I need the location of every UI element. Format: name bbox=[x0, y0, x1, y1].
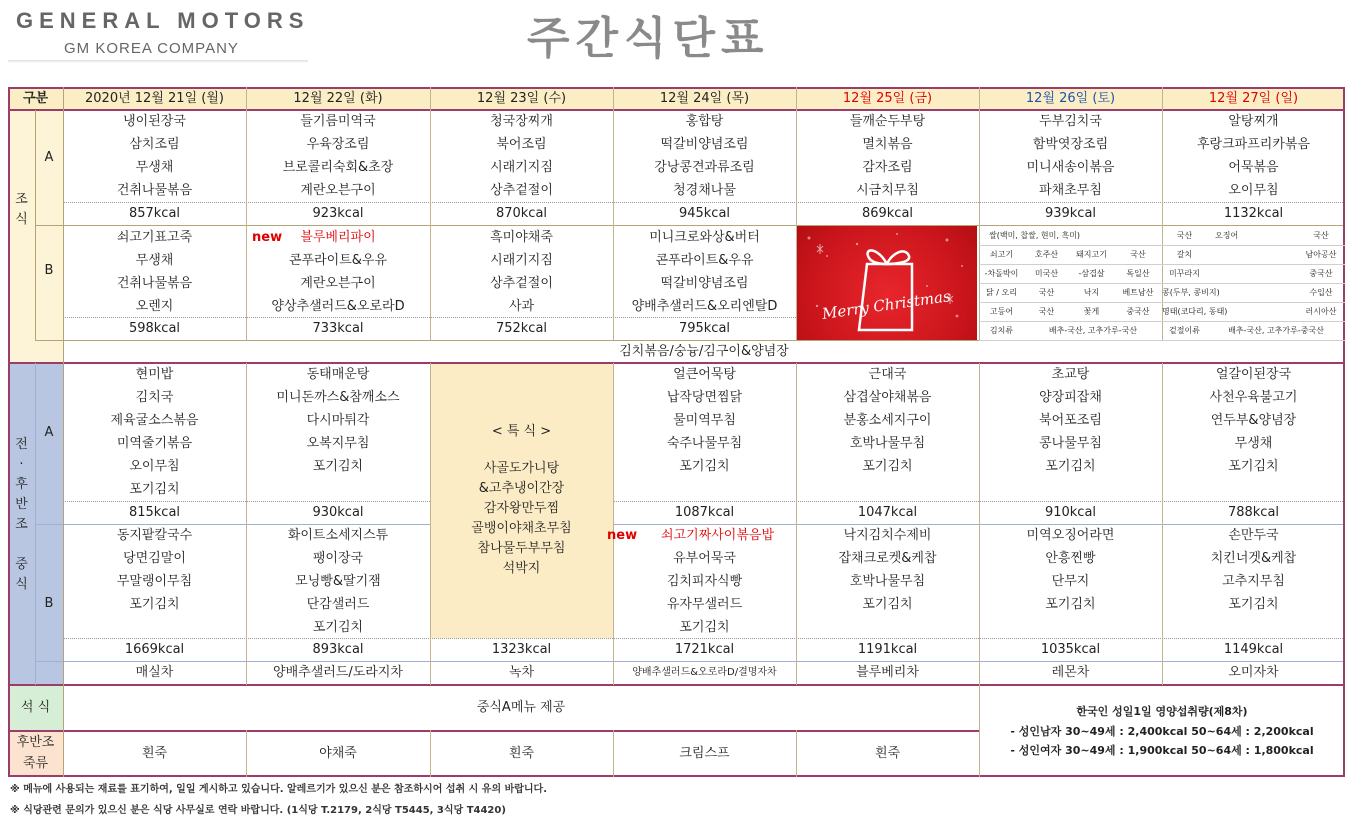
drink-6: 오미자차 bbox=[1228, 665, 1279, 680]
christmas-image bbox=[797, 226, 977, 340]
header-day-1: 12월 22일 (화) bbox=[293, 91, 383, 106]
lunch-b-day6-dish-1: 치킨너겟&케찹 bbox=[1210, 551, 1297, 566]
lunch-b-day4-dish-3: 포기김치 bbox=[862, 597, 913, 612]
lunch-b-day3-dish-4: 포기김치 bbox=[679, 620, 730, 635]
special-item-3: 골뱅이야채초무침 bbox=[471, 521, 572, 536]
lunch-a-day5-dish-2: 북어포조림 bbox=[1039, 413, 1102, 428]
breakfast-a-day2-dish-0: 청국장찌개 bbox=[490, 114, 553, 129]
header-day-5: 12월 26일 (토) bbox=[1025, 91, 1116, 106]
dinner-text: 중식A메뉴 제공 bbox=[476, 700, 566, 715]
drink-1: 양배추샐러드/도라지차 bbox=[273, 665, 403, 680]
lunch-a-day1-dish-3: 오복지무침 bbox=[306, 436, 370, 451]
lunch-a-day4-dish-3: 호박나물무침 bbox=[849, 436, 926, 451]
lunch-b-kcal-5: 1035kcal bbox=[1040, 642, 1101, 657]
lunch-a-day4-dish-4: 포기김치 bbox=[862, 459, 913, 474]
lunch-a-kcal-0: 815kcal bbox=[128, 505, 181, 520]
lunch-b-day3-dish-3: 유자무샐러드 bbox=[666, 597, 743, 612]
breakfast-b-label: B bbox=[44, 263, 54, 278]
lunch-a-day6-dish-0: 얼갈이된장국 bbox=[1215, 367, 1292, 382]
lunch-b-day5-dish-2: 단무지 bbox=[1051, 574, 1090, 589]
origin-left-1-1: 호주산 bbox=[1034, 250, 1059, 259]
lunch-b-day3-dish-2: 김치피자식빵 bbox=[666, 574, 743, 589]
breakfast-a-day4-dish-1: 멸치볶음 bbox=[862, 137, 913, 152]
lunch-label: 전 · 후 반 조 중 식 bbox=[15, 437, 28, 592]
porridge-label-1: 후반조 bbox=[16, 735, 55, 750]
origin-left-4-3: 중국산 bbox=[1126, 307, 1150, 316]
lunch-b-day5-dish-3: 포기김치 bbox=[1045, 597, 1096, 612]
special-item-0: 사골도가니탕 bbox=[483, 461, 560, 476]
special-item-1: &고추냉이간장 bbox=[478, 481, 565, 496]
drink-4: 블루베리차 bbox=[856, 665, 919, 680]
breakfast-a-day3-dish-1: 떡갈비양념조림 bbox=[660, 137, 749, 152]
breakfast-b-kcal-0: 598kcal bbox=[128, 321, 181, 336]
lunch-a-day4-dish-2: 분홍소세지구이 bbox=[843, 413, 932, 428]
origin-left-3-3: 베트남산 bbox=[1122, 288, 1154, 297]
origin-geotjeori-value: 배추-국산, 고추가루-중국산 bbox=[1228, 326, 1324, 335]
lunch-a-day6-dish-4: 포기김치 bbox=[1228, 459, 1279, 474]
new-badge-blueberry: new bbox=[252, 230, 283, 245]
lunch-a-day3-dish-4: 포기김치 bbox=[679, 459, 730, 474]
origin-right-0-1: 오징어 bbox=[1215, 231, 1239, 240]
breakfast-a-day6-dish-1: 후랑크파프리카볶음 bbox=[1196, 137, 1311, 152]
breakfast-a-day2-dish-1: 북어조림 bbox=[496, 137, 547, 152]
breakfast-b-day0-dish-2: 건취나물볶음 bbox=[116, 276, 193, 291]
breakfast-a-day4-dish-2: 감자조림 bbox=[862, 160, 913, 175]
origin-right-2-2: 중국산 bbox=[1309, 269, 1333, 278]
origin-left-2-1: 미국산 bbox=[1034, 269, 1059, 278]
origin-left-1-0: 쇠고기 bbox=[989, 250, 1014, 259]
origin-kimchi-label: 김치류 bbox=[989, 326, 1014, 335]
breakfast-b-day2-dish-0: 흑미야채죽 bbox=[490, 230, 553, 245]
origin-left-4-0: 고등어 bbox=[989, 307, 1014, 316]
drink-0: 매실차 bbox=[135, 665, 174, 680]
lunch-a-day0-dish-1: 김치국 bbox=[135, 390, 174, 405]
brand-subtitle: GM KOREA COMPANY bbox=[64, 40, 239, 57]
porridge-3: 크림스프 bbox=[679, 746, 730, 761]
breakfast-a-day2-dish-3: 상추겉절이 bbox=[490, 183, 553, 198]
breakfast-b-day0-dish-3: 오렌지 bbox=[135, 299, 174, 314]
breakfast-a-kcal-1: 923kcal bbox=[312, 206, 364, 221]
drink-2: 녹차 bbox=[508, 665, 535, 680]
breakfast-a-day4-dish-0: 들깨순두부탕 bbox=[849, 114, 926, 129]
header-day-6: 12월 27일 (일) bbox=[1208, 91, 1299, 106]
lunch-a-day3-dish-3: 숙주나물무침 bbox=[666, 436, 743, 451]
lunch-a-day6-dish-2: 연두부&양념장 bbox=[1210, 413, 1297, 428]
porridge-1: 야채죽 bbox=[319, 746, 357, 761]
lunch-a-day5-dish-4: 포기김치 bbox=[1045, 459, 1096, 474]
header-day-4: 12월 25일 (금) bbox=[842, 91, 933, 106]
lunch-a-day1-dish-1: 미니돈까스&참깨소스 bbox=[276, 390, 400, 405]
breakfast-a-day0-dish-2: 무생채 bbox=[135, 160, 174, 175]
lunch-a-day0-dish-4: 오이무침 bbox=[129, 459, 180, 474]
origin-right-3-2: 수입산 bbox=[1309, 288, 1333, 297]
breakfast-a-day1-dish-3: 계란오븐구이 bbox=[300, 183, 376, 198]
lunch-a-day4-dish-0: 근대국 bbox=[868, 367, 907, 382]
lunch-a-day3-dish-1: 납작당면찜닭 bbox=[666, 390, 743, 405]
breakfast-b-day0-dish-0: 쇠고기표고죽 bbox=[116, 230, 193, 245]
lunch-b-day4-dish-2: 호박나물무침 bbox=[849, 574, 926, 589]
breakfast-b-day2-dish-3: 사과 bbox=[508, 299, 535, 314]
lunch-b-kcal-3: 1721kcal bbox=[674, 642, 735, 657]
origin-right-1-0: 갈치 bbox=[1176, 250, 1193, 259]
nutrition-title: 한국인 성일1일 영양섭취량(제8차) bbox=[1076, 705, 1248, 718]
breakfast-a-day3-dish-3: 청경채나물 bbox=[673, 183, 736, 198]
porridge-label-2: 죽류 bbox=[22, 756, 49, 771]
lunch-b-day6-dish-3: 포기김치 bbox=[1228, 597, 1279, 612]
footnote-contact: ※ 식당관련 문의가 있으신 분은 식당 사무실로 연락 바랍니다. (1식당 T.2179, 2식당 T5445, 3식당 T4420) bbox=[10, 805, 506, 816]
origin-right-1-2: 남아공산 bbox=[1305, 250, 1337, 259]
breakfast-a-label: A bbox=[44, 150, 54, 165]
breakfast-a-kcal-4: 869kcal bbox=[861, 206, 914, 221]
breakfast-b-day3-dish-0: 미니크로와상&버터 bbox=[649, 230, 760, 245]
lunch-b-day1-dish-1: 팽이장국 bbox=[312, 551, 364, 566]
breakfast-label: 조 식 bbox=[15, 192, 28, 227]
lunch-a-kcal-5: 910kcal bbox=[1044, 505, 1097, 520]
breakfast-b-kcal-3: 795kcal bbox=[678, 321, 731, 336]
origin-left-3-2: 낙지 bbox=[1083, 288, 1100, 297]
lunch-a-day3-dish-2: 물미역무침 bbox=[673, 413, 736, 428]
origin-right-0-2: 국산 bbox=[1313, 231, 1329, 240]
breakfast-b-day3-dish-3: 양배추샐러드&오리엔탈D bbox=[631, 299, 778, 314]
lunch-b-day1-dish-0: 화이트소세지스튜 bbox=[287, 528, 389, 543]
breakfast-a-day6-dish-3: 오이무침 bbox=[1228, 183, 1279, 198]
lunch-a-kcal-1: 930kcal bbox=[312, 505, 364, 520]
origin-right-2-0: 미꾸라지 bbox=[1169, 269, 1200, 278]
footnote-allergy: ※ 메뉴에 사용되는 재료를 표기하여, 일일 게시하고 있습니다. 알레르기가 있으신 분은 참조하시어 섭취 시 유의 바랍니다. bbox=[10, 784, 548, 795]
breakfast-a-day0-dish-1: 삼치조림 bbox=[129, 137, 180, 152]
breakfast-b-day1-dish-2: 계란오븐구이 bbox=[300, 276, 376, 291]
breakfast-a-day0-dish-3: 건취나물볶음 bbox=[116, 183, 193, 198]
special-kcal: 1323kcal bbox=[491, 642, 552, 657]
breakfast-b-day1-dish-0: 블루베리파이 bbox=[300, 230, 376, 245]
lunch-a-day6-dish-1: 사천우육불고기 bbox=[1209, 390, 1298, 405]
porridge-2: 흰죽 bbox=[508, 746, 535, 761]
christmas-text: Merry Christmas bbox=[820, 287, 952, 323]
drink-5: 레몬차 bbox=[1051, 665, 1090, 680]
breakfast-b-day3-dish-1: 콘푸라이트&우유 bbox=[655, 253, 754, 268]
lunch-b-day0-dish-0: 동지팥칼국수 bbox=[116, 528, 193, 543]
origin-left-3-1: 국산 bbox=[1038, 288, 1055, 297]
special-title: < 특 식 > bbox=[491, 424, 552, 439]
breakfast-a-day0-dish-0: 냉이된장국 bbox=[123, 114, 186, 129]
lunch-b-day5-dish-1: 안흥찐빵 bbox=[1045, 551, 1096, 566]
breakfast-a-kcal-3: 945kcal bbox=[678, 206, 731, 221]
lunch-b-kcal-1: 893kcal bbox=[312, 642, 364, 657]
lunch-b-kcal-4: 1191kcal bbox=[857, 642, 918, 657]
breakfast-b-day0-dish-1: 무생채 bbox=[135, 253, 174, 268]
lunch-a-day0-dish-2: 제육굴소스볶음 bbox=[110, 413, 199, 428]
origin-right-4-0: 명태(코다리, 동태) bbox=[1162, 307, 1228, 316]
lunch-b-kcal-6: 1149kcal bbox=[1223, 642, 1284, 657]
lunch-a-day0-dish-3: 미역줄기볶음 bbox=[116, 436, 193, 451]
breakfast-b-day1-dish-3: 양상추샐러드&오로라D bbox=[271, 299, 405, 314]
breakfast-b-kcal-1: 733kcal bbox=[312, 321, 364, 336]
breakfast-a-day5-dish-1: 함박엿장조림 bbox=[1032, 137, 1109, 152]
porridge-4: 흰죽 bbox=[874, 746, 901, 761]
breakfast-a-day6-dish-0: 알탕찌개 bbox=[1228, 114, 1279, 129]
breakfast-a-day5-dish-3: 파채초무침 bbox=[1039, 183, 1102, 198]
header-day-2: 12월 23일 (수) bbox=[476, 91, 567, 106]
lunch-a-kcal-3: 1087kcal bbox=[674, 505, 735, 520]
nutrition-male: - 성인남자 30~49세 : 2,400kcal 50~64세 : 2,200kcal bbox=[1010, 725, 1314, 738]
breakfast-b-kcal-2: 752kcal bbox=[495, 321, 548, 336]
lunch-a-label: A bbox=[44, 425, 54, 440]
special-item-2: 감자왕만두찜 bbox=[483, 501, 560, 516]
breakfast-a-kcal-0: 857kcal bbox=[128, 206, 181, 221]
brand-divider bbox=[8, 60, 308, 63]
brand-name: GENERAL MOTORS bbox=[16, 8, 310, 33]
lunch-a-day5-dish-1: 양장피잡채 bbox=[1039, 390, 1102, 405]
lunch-a-day3-dish-0: 얼큰어묵탕 bbox=[673, 367, 736, 382]
breakfast-a-day6-dish-2: 어묵볶음 bbox=[1228, 160, 1279, 175]
lunch-b-day0-dish-3: 포기김치 bbox=[129, 597, 180, 612]
lunch-a-day0-dish-5: 포기김치 bbox=[129, 482, 180, 497]
dinner-label: 석 식 bbox=[20, 700, 51, 715]
lunch-a-day0-dish-0: 현미밥 bbox=[135, 367, 174, 382]
lunch-b-day3-dish-1: 유부어묵국 bbox=[673, 551, 736, 566]
breakfast-a-kcal-5: 939kcal bbox=[1044, 206, 1097, 221]
origin-rice: 쌀(백미, 찹쌀, 현미, 흑미) bbox=[989, 231, 1081, 240]
lunch-b-day6-dish-2: 고추지무침 bbox=[1222, 574, 1285, 589]
breakfast-a-day1-dish-1: 우육장조림 bbox=[306, 137, 370, 152]
origin-kimchi-value: 배추-국산, 고추가루-국산 bbox=[1048, 326, 1138, 335]
breakfast-a-day5-dish-2: 미니새송이볶음 bbox=[1026, 160, 1115, 175]
nutrition-female: - 성인여자 30~49세 : 1,900kcal 50~64세 : 1,800kcal bbox=[1010, 744, 1314, 757]
drink-3: 양배추샐러드&오로라D/결명자차 bbox=[632, 667, 777, 678]
origin-left-3-0: 닭 / 오리 bbox=[986, 288, 1017, 297]
lunch-a-day5-dish-0: 초교탕 bbox=[1051, 367, 1090, 382]
lunch-a-kcal-4: 1047kcal bbox=[857, 505, 918, 520]
origin-left-4-1: 국산 bbox=[1038, 307, 1055, 316]
new-badge-fried-rice: new bbox=[607, 528, 638, 543]
lunch-b-kcal-0: 1669kcal bbox=[124, 642, 185, 657]
origin-left-2-2: -삼겹살 bbox=[1078, 269, 1105, 278]
origin-right-3-0: 콩(두부, 콩비지) bbox=[1162, 288, 1220, 297]
lunch-b-label: B bbox=[44, 596, 54, 611]
breakfast-a-kcal-2: 870kcal bbox=[495, 206, 548, 221]
special-item-4: 참나물두부무침 bbox=[477, 541, 566, 556]
lunch-a-day5-dish-3: 콩나물무침 bbox=[1039, 436, 1102, 451]
lunch-a-day4-dish-1: 삼겹살야채볶음 bbox=[843, 390, 932, 405]
header-day-0: 2020년 12월 21일 (월) bbox=[85, 91, 224, 106]
lunch-b-day3-dish-0: 쇠고기짜사이볶음밥 bbox=[660, 528, 775, 543]
breakfast-a-kcal-6: 1132kcal bbox=[1223, 206, 1284, 221]
lunch-b-day5-dish-0: 미역오징어라면 bbox=[1026, 528, 1115, 543]
breakfast-b-day3-dish-2: 떡갈비양념조림 bbox=[660, 276, 749, 291]
breakfast-a-day2-dish-2: 시래기지짐 bbox=[490, 160, 553, 175]
lunch-b-day0-dish-1: 당면김말이 bbox=[123, 551, 186, 566]
origin-left-4-2: 꽃게 bbox=[1083, 307, 1100, 316]
lunch-a-day1-dish-4: 포기김치 bbox=[312, 459, 364, 474]
lunch-b-day4-dish-0: 낙지김치수제비 bbox=[843, 528, 932, 543]
breakfast-a-day3-dish-2: 강낭콩견과류조림 bbox=[654, 160, 755, 175]
breakfast-common: 김치볶음/숭늉/김구이&양념장 bbox=[619, 344, 789, 359]
breakfast-a-day1-dish-0: 들기름미역국 bbox=[300, 114, 376, 129]
special-item-5: 석박지 bbox=[502, 561, 541, 576]
breakfast-b-day2-dish-1: 시래기지짐 bbox=[490, 253, 553, 268]
origin-left-1-2: 돼지고기 bbox=[1076, 250, 1107, 259]
origin-left-2-3: 독일산 bbox=[1126, 269, 1150, 278]
lunch-b-day0-dish-2: 무말랭이무침 bbox=[116, 574, 193, 589]
breakfast-a-day3-dish-0: 홍합탕 bbox=[685, 114, 724, 129]
origin-left-2-0: -차돌박이 bbox=[984, 269, 1019, 278]
lunch-b-day1-dish-4: 포기김치 bbox=[312, 620, 364, 635]
lunch-b-day6-dish-0: 손만두국 bbox=[1228, 528, 1279, 543]
lunch-a-day6-dish-3: 무생채 bbox=[1234, 436, 1273, 451]
origin-right-4-2: 러시아산 bbox=[1305, 307, 1337, 316]
breakfast-b-day2-dish-2: 상추겉절이 bbox=[490, 276, 553, 291]
lunch-a-day1-dish-2: 다시마튀각 bbox=[306, 413, 370, 428]
header-day-3: 12월 24일 (목) bbox=[659, 91, 750, 106]
porridge-0: 흰죽 bbox=[141, 746, 168, 761]
breakfast-b-day1-dish-1: 콘푸라이트&우유 bbox=[288, 253, 388, 268]
origin-left-1-3: 국산 bbox=[1130, 250, 1146, 259]
lunch-a-day1-dish-0: 동태매운탕 bbox=[306, 367, 370, 382]
lunch-b-day1-dish-2: 모닝빵&딸기잼 bbox=[295, 574, 381, 589]
breakfast-a-day5-dish-0: 두부김치국 bbox=[1039, 114, 1102, 129]
lunch-b-day4-dish-1: 잡채크로켓&케찹 bbox=[838, 551, 937, 566]
lunch-a-kcal-6: 788kcal bbox=[1227, 505, 1280, 520]
origin-right-0-0: 국산 bbox=[1176, 231, 1193, 240]
breakfast-a-day1-dish-2: 브로콜리숙회&초장 bbox=[282, 160, 394, 175]
breakfast-a-day4-dish-3: 시금치무침 bbox=[856, 183, 919, 198]
page-title: 주간식단표 bbox=[527, 13, 770, 64]
lunch-b-day1-dish-3: 단감샐러드 bbox=[306, 597, 370, 612]
header-category: 구분 bbox=[22, 91, 49, 106]
origin-geotjeori-label: 겉절이류 bbox=[1169, 326, 1200, 335]
